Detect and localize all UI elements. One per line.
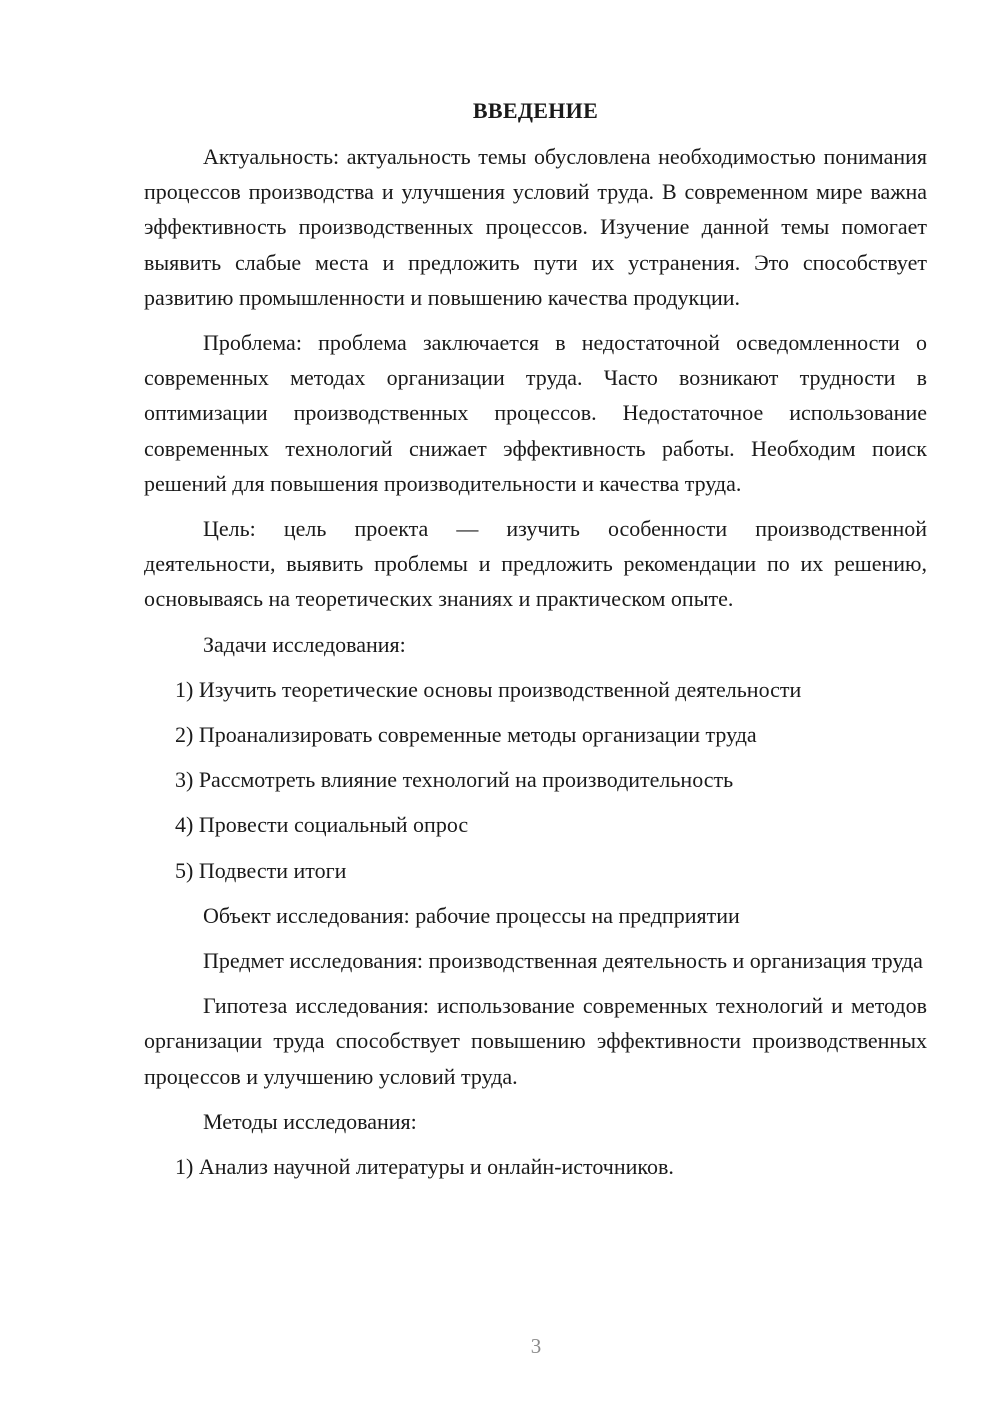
relevance-paragraph: Актуальность: актуальность темы обусловлена необходимостью понимания процессов производства и улучшения условий труда. В современном мире важна эффективность производственных процессов. Изучение данной темы помогает выявить слабые места и предложить пути их устранения. Это способствует развитию промышленности и повышению качества продукции. [144,144,927,310]
page-content [144,94,927,1194]
page-number: 3 [530,1334,542,1358]
goal-paragraph: Цель: цель проекта — изучить особенности производственной деятельности, выявить проблемы и предложить рекомендации по их решению, основываясь на теоретических знаниях и практическом опыте. [144,516,927,612]
problem-paragraph: Проблема: проблема заключается в недостаточной осведомленности о современных методах организации труда. Часто возникают трудности в оптимизации производственных процессов. Недостаточное использование современных технологий снижает эффективность работы. Необходим поиск решений для повышения производительности и качества труда. [144,330,927,496]
methods-heading: Методы исследования: [203,1108,417,1134]
research-subject: Предмет исследования: производственная деятельность и организация труда [203,948,923,974]
method-item-1: 1) Анализ научной литературы и онлайн-источников. [175,1154,674,1180]
task-item-2: 2) Проанализировать современные методы организации труда [175,722,757,748]
tasks-heading: Задачи исследования: [203,631,406,657]
research-object: Объект исследования: рабочие процессы на предприятии [203,902,740,928]
task-item-4: 4) Провести социальный опрос [175,812,469,838]
research-hypothesis: Гипотеза исследования: использование современных технологий и методов организации труда способствует повышению эффективности производственных процессов и улучшению условий труда. [144,993,927,1089]
task-item-1: 1) Изучить теоретические основы производственной деятельности [175,676,802,702]
task-item-3: 3) Рассмотреть влияние технологий на производительность [175,767,734,793]
page-title: ВВЕДЕНИЕ [472,98,599,123]
task-item-5: 5) Подвести итоги [175,857,347,883]
